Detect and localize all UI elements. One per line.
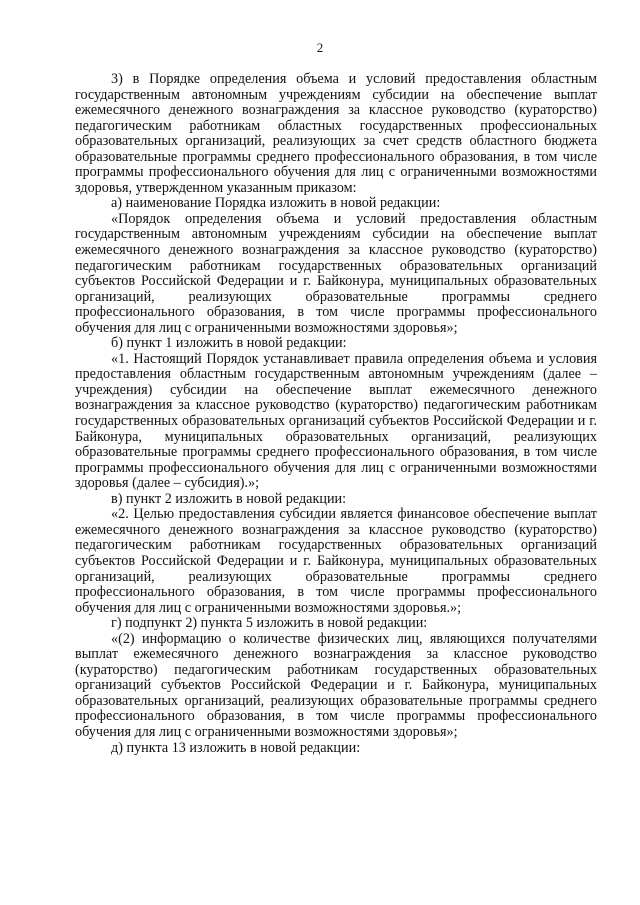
paragraph-quote-title: «Порядок определения объема и условий предоставления областным государственным автономным учреждениям субсидии на обеспечение выплат ежемесячного денежного вознаграждения за классное руководство (кураторство) педагогическим работникам государственных образовательных организаций субъектов Российской Федерации и г. Байконура, муниципальных образовательных организаций, реализующих образовательные программы среднего профессионального образования, в том числе программы профессионального обучения для лиц с ограниченными возможностями здоровья»; bbox=[75, 210, 597, 336]
paragraph-item-g: г) подпункт 2) пункта 5 изложить в новой редакции: bbox=[111, 615, 428, 632]
page-number: 2 bbox=[316, 40, 324, 55]
paragraph-item-d: д) пункта 13 изложить в новой редакции: bbox=[111, 739, 361, 756]
paragraph-item-a: а) наименование Порядка изложить в новой редакции: bbox=[111, 195, 441, 212]
paragraph-quote-subpoint-2: «(2) информацию о количестве физических лиц, являющихся получателями выплат ежемесячного денежного вознаграждения за классное руководство (кураторство) педагогическим работникам государственных образовательных организаций субъектов Российской Федерации и г. Байконура, муниципальных образовательных организаций, реализующих образовательные программы среднего профессионального образования, в том числе программы профессионального обучения для лиц с ограниченными возможностями здоровья»; bbox=[75, 630, 597, 740]
paragraph-item-v: в) пункт 2 изложить в новой редакции: bbox=[111, 490, 347, 507]
paragraph-3-intro: 3) в Порядке определения объема и условий предоставления областным государственным автономным учреждениям субсидии на обеспечение выплат ежемесячного денежного вознаграждения за классное руководство (кураторство) педагогическим работникам областных государственных профессиональных образовательных организаций, реализующих за счет средств областного бюджета образовательные программы среднего профессионального образования, в том числе программы профессионального обучения для лиц с ограниченными возможностями здоровья, утвержденном указанным приказом: bbox=[75, 71, 597, 196]
paragraph-quote-point-2: «2. Целью предоставления субсидии является финансовое обеспечение выплат ежемесячного денежного вознаграждения за классное руководство (кураторство) педагогическим работникам государственных образовательных организаций субъектов Российской Федерации и г. Байконура, муниципальных образовательных организаций, реализующих образовательные программы среднего профессионального образования, в том числе программы профессионального обучения для лиц с ограниченными возможностями здоровья.»; bbox=[75, 506, 597, 616]
paragraph-quote-point-1: «1. Настоящий Порядок устанавливает правила определения объема и условия предоставления областным государственным автономным учреждениям (далее – учреждения) субсидии на обеспечение выплат ежемесячного денежного вознаграждения за классное руководство (кураторство) педагогическим работникам государственных образовательных организаций субъектов Российской Федерации и г. Байконура, муниципальных образовательных организаций, реализующих образовательные программы среднего профессионального образования, в том числе программы профессионального обучения для лиц с ограниченными возможностями здоровья (далее – субсидия).»; bbox=[75, 350, 597, 492]
document-body bbox=[75, 72, 597, 756]
paragraph-item-b: б) пункт 1 изложить в новой редакции: bbox=[111, 335, 347, 352]
